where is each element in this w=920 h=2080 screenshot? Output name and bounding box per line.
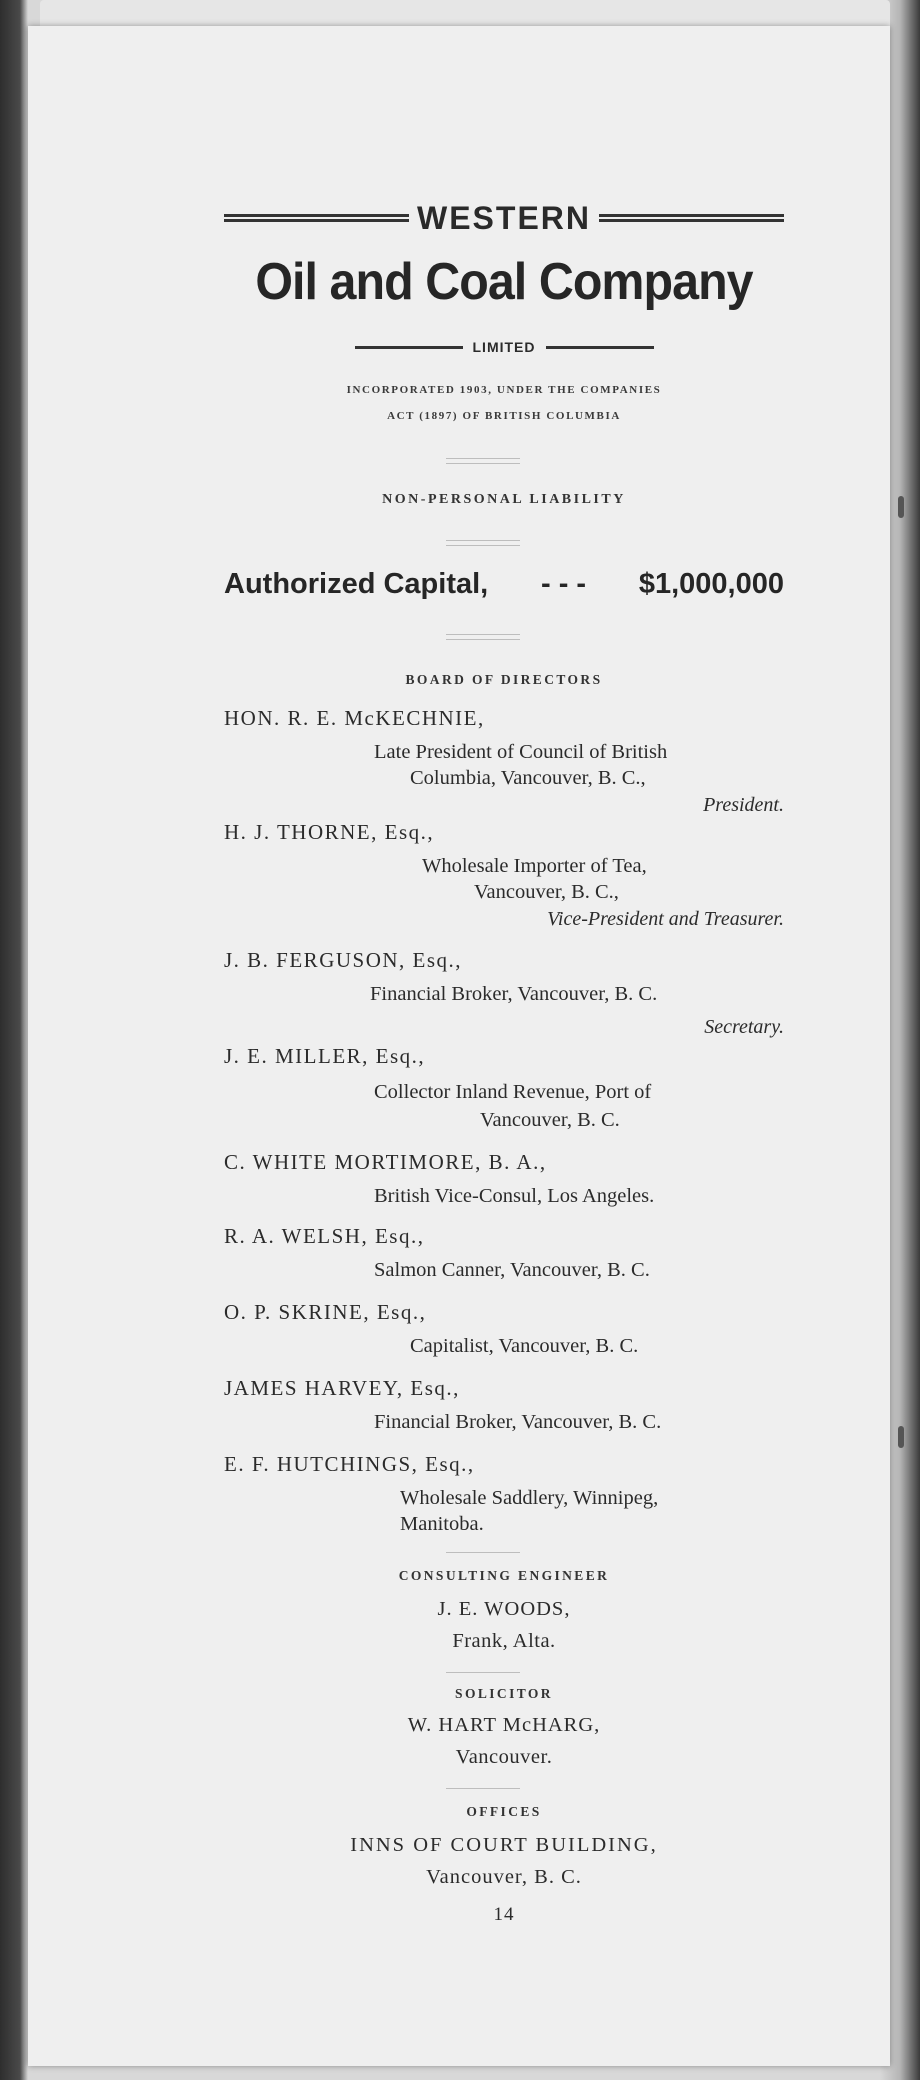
director-name: J. E. MILLER, Esq., xyxy=(224,1044,426,1068)
double-rule xyxy=(224,214,409,222)
page-number: 14 xyxy=(493,1904,515,1925)
director-description: Manitoba. xyxy=(400,1513,484,1535)
engineer-name: J. E. WOODS, xyxy=(437,1598,571,1620)
double-rule xyxy=(599,214,784,222)
director-description: Late President of Council of British xyxy=(374,741,668,763)
offices-building: INNS OF COURT BUILDING, xyxy=(350,1834,658,1856)
director-role: President. xyxy=(703,794,784,816)
divider xyxy=(446,1552,520,1553)
divider xyxy=(446,1672,520,1673)
director-description: Salmon Canner, Vancouver, B. C. xyxy=(374,1259,650,1281)
divider xyxy=(446,1788,520,1789)
offices-city: Vancouver, B. C. xyxy=(426,1866,582,1888)
director-name: H. J. THORNE, Esq., xyxy=(224,820,435,844)
capital-dashes: - - - xyxy=(540,568,587,600)
director-name: R. A. WELSH, Esq., xyxy=(224,1224,425,1248)
solicitor-heading: SOLICITOR xyxy=(455,1686,553,1701)
director-role: Secretary. xyxy=(704,1016,784,1038)
divider xyxy=(446,458,520,464)
director-description: Vancouver, B. C. xyxy=(480,1109,620,1131)
western-title: WESTERN xyxy=(417,199,591,236)
director-name: JAMES HARVEY, Esq., xyxy=(224,1376,460,1400)
liability-note: NON-PERSONAL LIABILITY xyxy=(382,492,626,507)
director-description: Capitalist, Vancouver, B. C. xyxy=(410,1335,639,1357)
scan-mark xyxy=(898,1426,904,1448)
engineer-place: Frank, Alta. xyxy=(452,1630,556,1652)
page xyxy=(28,26,890,2066)
director-description: Collector Inland Revenue, Port of xyxy=(374,1081,652,1103)
director-description: Wholesale Saddlery, Winnipeg, xyxy=(400,1487,659,1509)
director-description: Wholesale Importer of Tea, xyxy=(422,855,647,877)
incorporation-line-2: ACT (1897) OF BRITISH COLUMBIA xyxy=(387,410,621,422)
solicitor-name: W. HART McHARG, xyxy=(407,1714,601,1736)
director-description: Financial Broker, Vancouver, B. C. xyxy=(374,1411,662,1433)
offices-heading: OFFICES xyxy=(466,1804,542,1819)
board-heading: BOARD OF DIRECTORS xyxy=(405,672,603,687)
capital-label: Authorized Capital, xyxy=(224,568,489,600)
director-name: E. F. HUTCHINGS, Esq., xyxy=(224,1452,475,1476)
solicitor-place: Vancouver. xyxy=(455,1746,553,1768)
director-name: HON. R. E. McKECHNIE, xyxy=(224,706,485,730)
engineer-heading: CONSULTING ENGINEER xyxy=(398,1568,610,1583)
capital-amount: $1,000,000 xyxy=(638,568,784,600)
director-description: British Vice-Consul, Los Angeles. xyxy=(374,1185,655,1207)
rule xyxy=(546,346,654,349)
divider xyxy=(446,634,520,640)
director-role: Vice-President and Treasurer. xyxy=(547,908,784,930)
director-name: C. WHITE MORTIMORE, B. A., xyxy=(224,1150,547,1174)
director-name: O. P. SKRINE, Esq., xyxy=(224,1300,427,1324)
company-title: Oil and Coal Company xyxy=(255,253,753,311)
director-name: J. B. FERGUSON, Esq., xyxy=(224,948,463,972)
authorized-capital xyxy=(224,568,784,601)
director-description: Columbia, Vancouver, B. C., xyxy=(410,767,646,789)
director-description: Financial Broker, Vancouver, B. C. xyxy=(370,983,658,1005)
limited-label: LIMITED xyxy=(472,339,536,355)
limited-header xyxy=(224,332,784,362)
scan-mark xyxy=(898,496,904,518)
director-description: Vancouver, B. C., xyxy=(474,881,619,903)
rule xyxy=(355,346,463,349)
divider xyxy=(446,540,520,546)
incorporation-line-1: INCORPORATED 1903, UNDER THE COMPANIES xyxy=(346,384,662,396)
western-header xyxy=(224,198,784,238)
